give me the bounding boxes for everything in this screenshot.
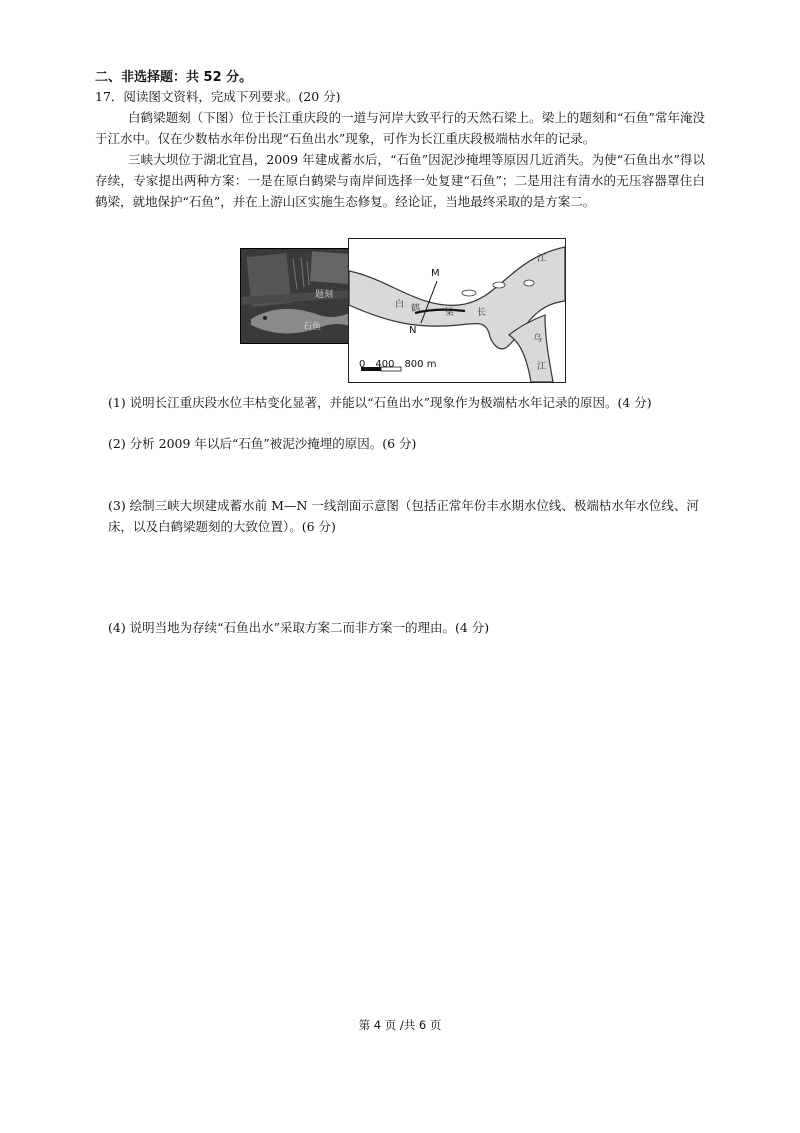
page-footer: 第 4 页 /共 6 页 [358,1018,442,1032]
question-intro: 17．阅读图文资料，完成下列要求。(20 分) [95,89,341,104]
map-label-he: 鹤 [411,304,421,314]
figure-baiheliang [240,238,565,384]
map-label-bai: 白 [395,300,405,310]
map-label-liang: 梁 [445,308,455,318]
map-label-n: N [409,325,417,336]
map-label-chang: 长 [477,308,487,318]
photo-label-inscription: 题刻 [315,290,334,300]
sub-question-1: (1) 说明长江重庆段水位丰枯变化显著，并能以“石鱼出水”现象作为极端枯水年记录的原因。(4 分) [108,395,652,410]
section-heading: 二、非选择题：共 52 分。 [95,70,253,85]
map-label-jiang-1: 江 [537,254,547,264]
question-paragraph-2: 三峡大坝位于湖北宜昌，2009 年建成蓄水后，“石鱼”因泥沙掩埋等原因几近消失。为使“石鱼出水”得以存续，专家提出两种方案：一是在原白鹤梁与南岸间选择一处复建“石鱼”；二是用注有清水的无压容器罩住白鹤梁，就地保护“石鱼”，并在上游山区实施生态修复。经论证，当地最终采取的是方案二。 [95,152,705,209]
photo-label-stone-fish: 石鱼 [303,322,322,332]
map-label-wu: 乌 [533,334,543,344]
map-scale-label: 0 400 800 m [359,359,437,370]
sub-question-3: (3) 绘制三峡大坝建成蓄水前 M—N 一线剖面示意图（包括正常年份丰水期水位线、极端枯水年水位线、河床，以及白鹤梁题刻的大致位置）。(6 分) [108,498,699,534]
sub-question-2: (2) 分析 2009 年以后“石鱼”被泥沙掩埋的原因。(6 分) [108,436,417,451]
map-label-jiang-2: 江 [537,362,547,372]
sub-question-4: (4) 说明当地为存续“石鱼出水”采取方案二而非方案一的理由。(4 分) [108,620,490,635]
map-label-m: M [431,268,440,279]
river-map [348,238,566,383]
question-paragraph-1: 白鹤梁题刻（下图）位于长江重庆段的一道与河岸大致平行的天然石梁上。梁上的题刻和“石鱼”常年淹没于江水中。仅在少数枯水年份出现“石鱼出水”现象，可作为长江重庆段极端枯水年的记录。 [95,110,705,146]
